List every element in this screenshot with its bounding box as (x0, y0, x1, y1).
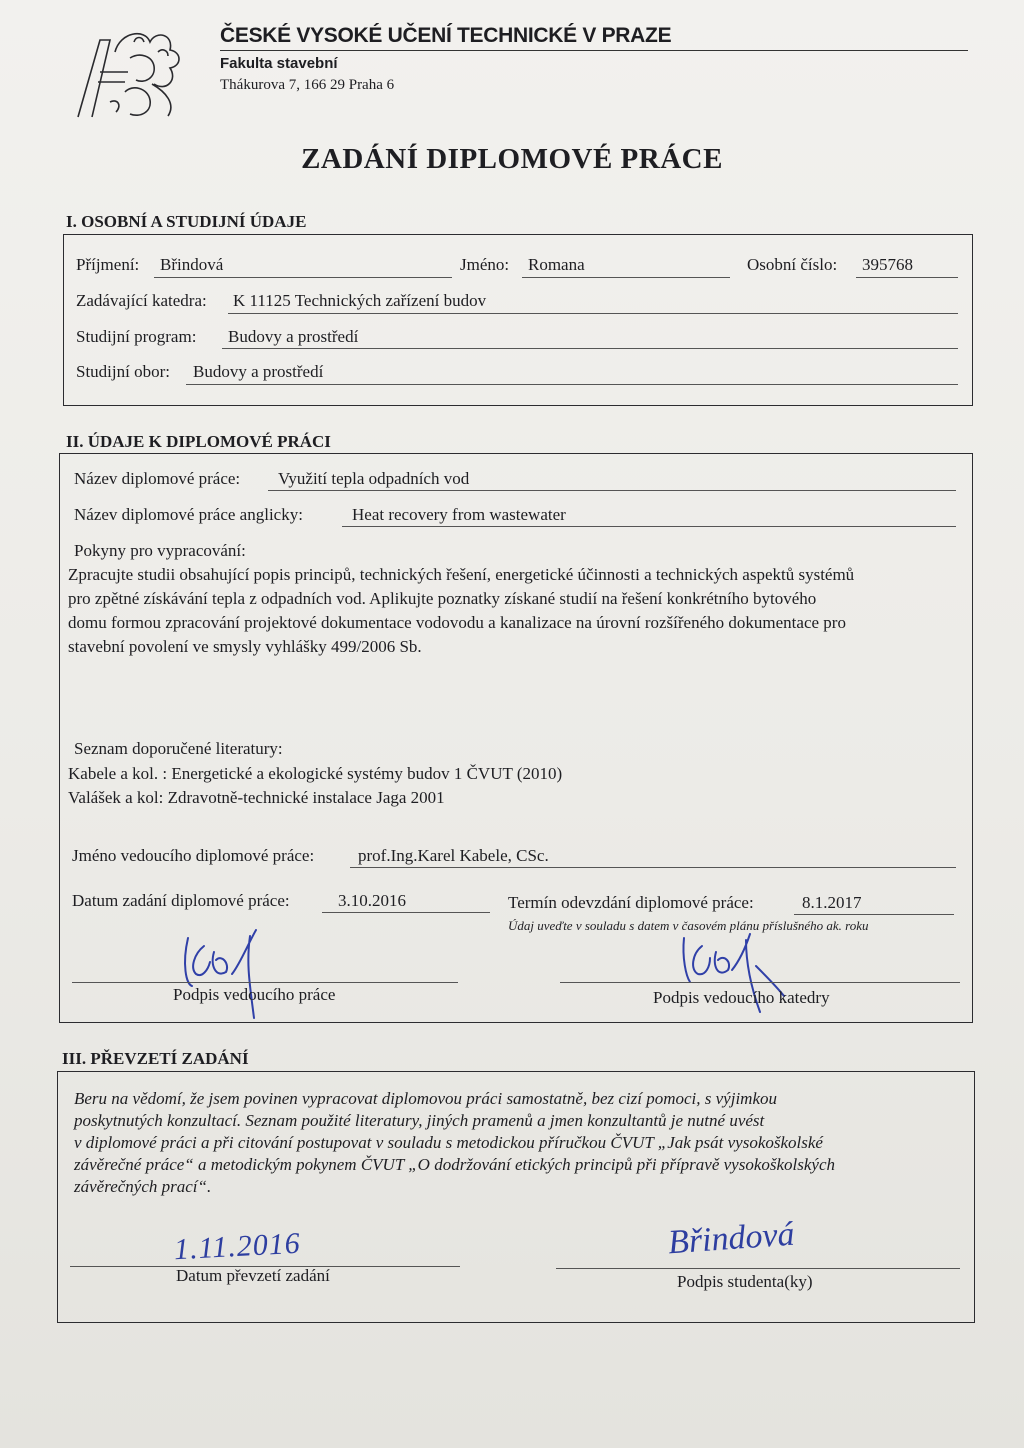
supervisor-label: Jméno vedoucího diplomové práce: (72, 846, 315, 865)
id-underline (856, 277, 958, 278)
student-signature: Břindová (666, 1215, 796, 1262)
program-label: Studijní program: (76, 327, 197, 346)
faculty-address: Thákurova 7, 166 29 Praha 6 (220, 77, 395, 93)
document-title: ZADÁNÍ DIPLOMOVÉ PRÁCE (301, 143, 723, 175)
instructions-line: domu formou zpracování projektové dokumentace vodovodu a kanalizace na úrovní rozšířeného dokumentace pro (68, 613, 846, 632)
thesis-title-en-label: Název diplomové práce anglicky: (74, 505, 303, 524)
surname-value: Břindová (160, 255, 224, 274)
id-value: 395768 (862, 255, 913, 274)
cvut-lion-logo-icon (70, 22, 190, 122)
statement-line: závěrečné práce“ a metodickým pokynem ČVUT „O dodržování etických principů při přípravě vysokoškolských (74, 1155, 836, 1174)
statement-line: v diplomové práci a při citování postupovat v souladu s metodickou příručkou ČVUT „Jak psát vysokoškolské (74, 1133, 823, 1152)
deadline-note: Údaj uveďte v souladu s datem v časovém plánu příslušného ak. roku (508, 918, 869, 933)
student-signature-line (556, 1268, 960, 1269)
thesis-title-en-value: Heat recovery from wastewater (352, 505, 566, 524)
head-signature-label: Podpis vedoucího katedry (653, 988, 830, 1007)
section-1-heading: I. OSOBNÍ A STUDIJNÍ ÚDAJE (66, 212, 307, 231)
acceptance-statement (74, 1088, 958, 1198)
faculty-name: Fakulta stavební (220, 55, 338, 72)
statement-line: závěrečných prací“. (74, 1177, 212, 1196)
program-value: Budovy a prostředí (228, 327, 359, 346)
date-label: Datum převzetí zadání (176, 1266, 330, 1285)
header-rule (220, 50, 968, 51)
instructions-label: Pokyny pro vypracování: (74, 541, 246, 560)
deadline-underline (794, 914, 954, 915)
deadline-value: 8.1.2017 (802, 893, 862, 912)
name-underline (522, 277, 730, 278)
surname-label: Příjmení: (76, 255, 140, 274)
university-name: ČESKÉ VYSOKÉ UČENÍ TECHNICKÉ V PRAZE (220, 24, 672, 47)
department-underline (228, 313, 958, 314)
thesis-title-en-underline (342, 526, 956, 527)
literature-item: Kabele a kol. : Energetické a ekologické systémy budov 1 ČVUT (2010) (68, 764, 563, 783)
thesis-title-value: Využití tepla odpadních vod (278, 469, 470, 488)
assigned-date-value: 3.10.2016 (338, 891, 406, 910)
thesis-title-label: Název diplomové práce: (74, 469, 241, 488)
field-label: Studijní obor: (76, 362, 170, 381)
statement-line: poskytnutých konzultací. Seznam použité literatury, jiných pramenů a jmen konzultantů je nutné uvést (74, 1111, 765, 1130)
department-label: Zadávající katedra: (76, 291, 207, 310)
literature-item: Valášek a kol: Zdravotně-technické instalace Jaga 2001 (68, 788, 445, 807)
instructions-text (68, 563, 968, 659)
instructions-line: Zpracujte studii obsahující popis principů, technických řešení, energetické účinnosti a technických aspektů systémů (68, 565, 855, 584)
assigned-date-label: Datum zadání diplomové práce: (72, 891, 290, 910)
supervisor-value: prof.Ing.Karel Kabele, CSc. (358, 846, 549, 865)
surname-underline (154, 277, 452, 278)
section-3-heading: III. PŘEVZETÍ ZADÁNÍ (62, 1049, 249, 1068)
instructions-line: pro zpětné získávání tepla z odpadních vod. Aplikujte poznatky získané studií na řešení konkrétního bytového (68, 589, 817, 608)
statement-line: Beru na vědomí, že jsem povinen vypracovat diplomovou práci samostatně, bez cizí pomoci, s výjimkou (74, 1089, 777, 1108)
name-value: Romana (528, 255, 585, 274)
department-value: K 11125 Technických zařízení budov (233, 291, 487, 310)
thesis-title-underline (268, 490, 956, 491)
supervisor-signature (170, 924, 290, 1020)
literature-label: Seznam doporučené literatury: (74, 739, 283, 758)
id-label: Osobní číslo: (747, 255, 838, 274)
student-signature-label: Podpis studenta(ky) (677, 1272, 813, 1291)
assigned-date-underline (322, 912, 490, 913)
program-underline (222, 348, 958, 349)
field-underline (186, 384, 958, 385)
name-label: Jméno: (460, 255, 510, 274)
supervisor-underline (350, 867, 956, 868)
supervisor-signature-label: Podpis vedoucího práce (173, 985, 336, 1004)
head-signature-line (560, 982, 960, 983)
field-value: Budovy a prostředí (193, 362, 324, 381)
literature-list (68, 762, 968, 810)
section-2-heading: II. ÚDAJE K DIPLOMOVÉ PRÁCI (66, 432, 331, 451)
instructions-line: stavební povolení ve smysly vyhlášky 499/2006 Sb. (68, 637, 422, 656)
supervisor-signature-line (72, 982, 458, 983)
deadline-label: Termín odevzdání diplomové práce: (508, 893, 754, 912)
handwritten-date: 1.11.2016 (173, 1226, 302, 1267)
